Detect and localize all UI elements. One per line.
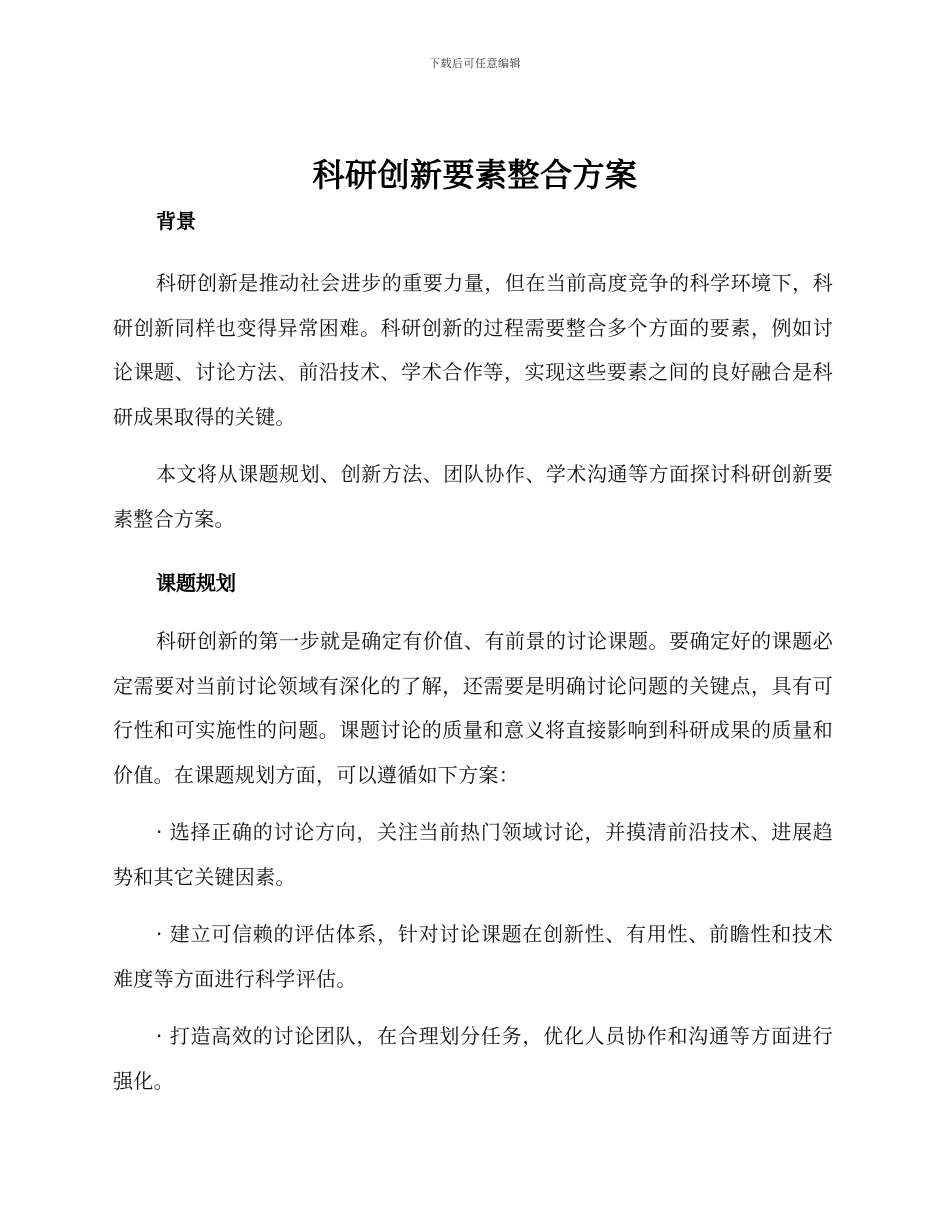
page-header: 下载后可任意编辑 [429,57,521,70]
bullet-item: · 打造高效的讨论团队，在合理划分任务，优化人员协作和沟通等方面进行强化。 [113,1024,833,1093]
paragraph: 本文将从课题规划、创新方法、团队协作、学术沟通等方面探讨科研创新要素整合方案。 [113,462,833,531]
document-body [113,205,833,1116]
bullet-item: · 建立可信赖的评估体系，针对讨论课题在创新性、有用性、前瞻性和技术难度等方面进行科学评估。 [113,922,833,991]
paragraph: 科研创新是推动社会进步的重要力量，但在当前高度竞争的科学环境下，科研创新同样也变得异常困难。科研创新的过程需要整合多个方面的要素，例如讨论课题、讨论方法、前沿技术、学术合作等，实现这些要素之间的良好融合是科研成果取得的关键。 [113,271,833,429]
section-heading-topic-planning: 课题规划 [156,571,236,595]
section-heading-background: 背景 [156,209,196,233]
paragraph: 科研创新的第一步就是确定有价值、有前景的讨论课题。要确定好的课题必定需要对当前讨论领域有深化的了解，还需要是明确讨论问题的关键点，具有可行性和可实施性的问题。课题讨论的质量和意义将直接影响到科研成果的质量和价值。在课题规划方面，可以遵循如下方案： [113,629,833,787]
document-title: 科研创新要素整合方案 [312,156,638,194]
bullet-item: · 选择正确的讨论方向，关注当前热门领域讨论，并摸清前沿技术、进展趋势和其它关键因素。 [113,820,833,889]
